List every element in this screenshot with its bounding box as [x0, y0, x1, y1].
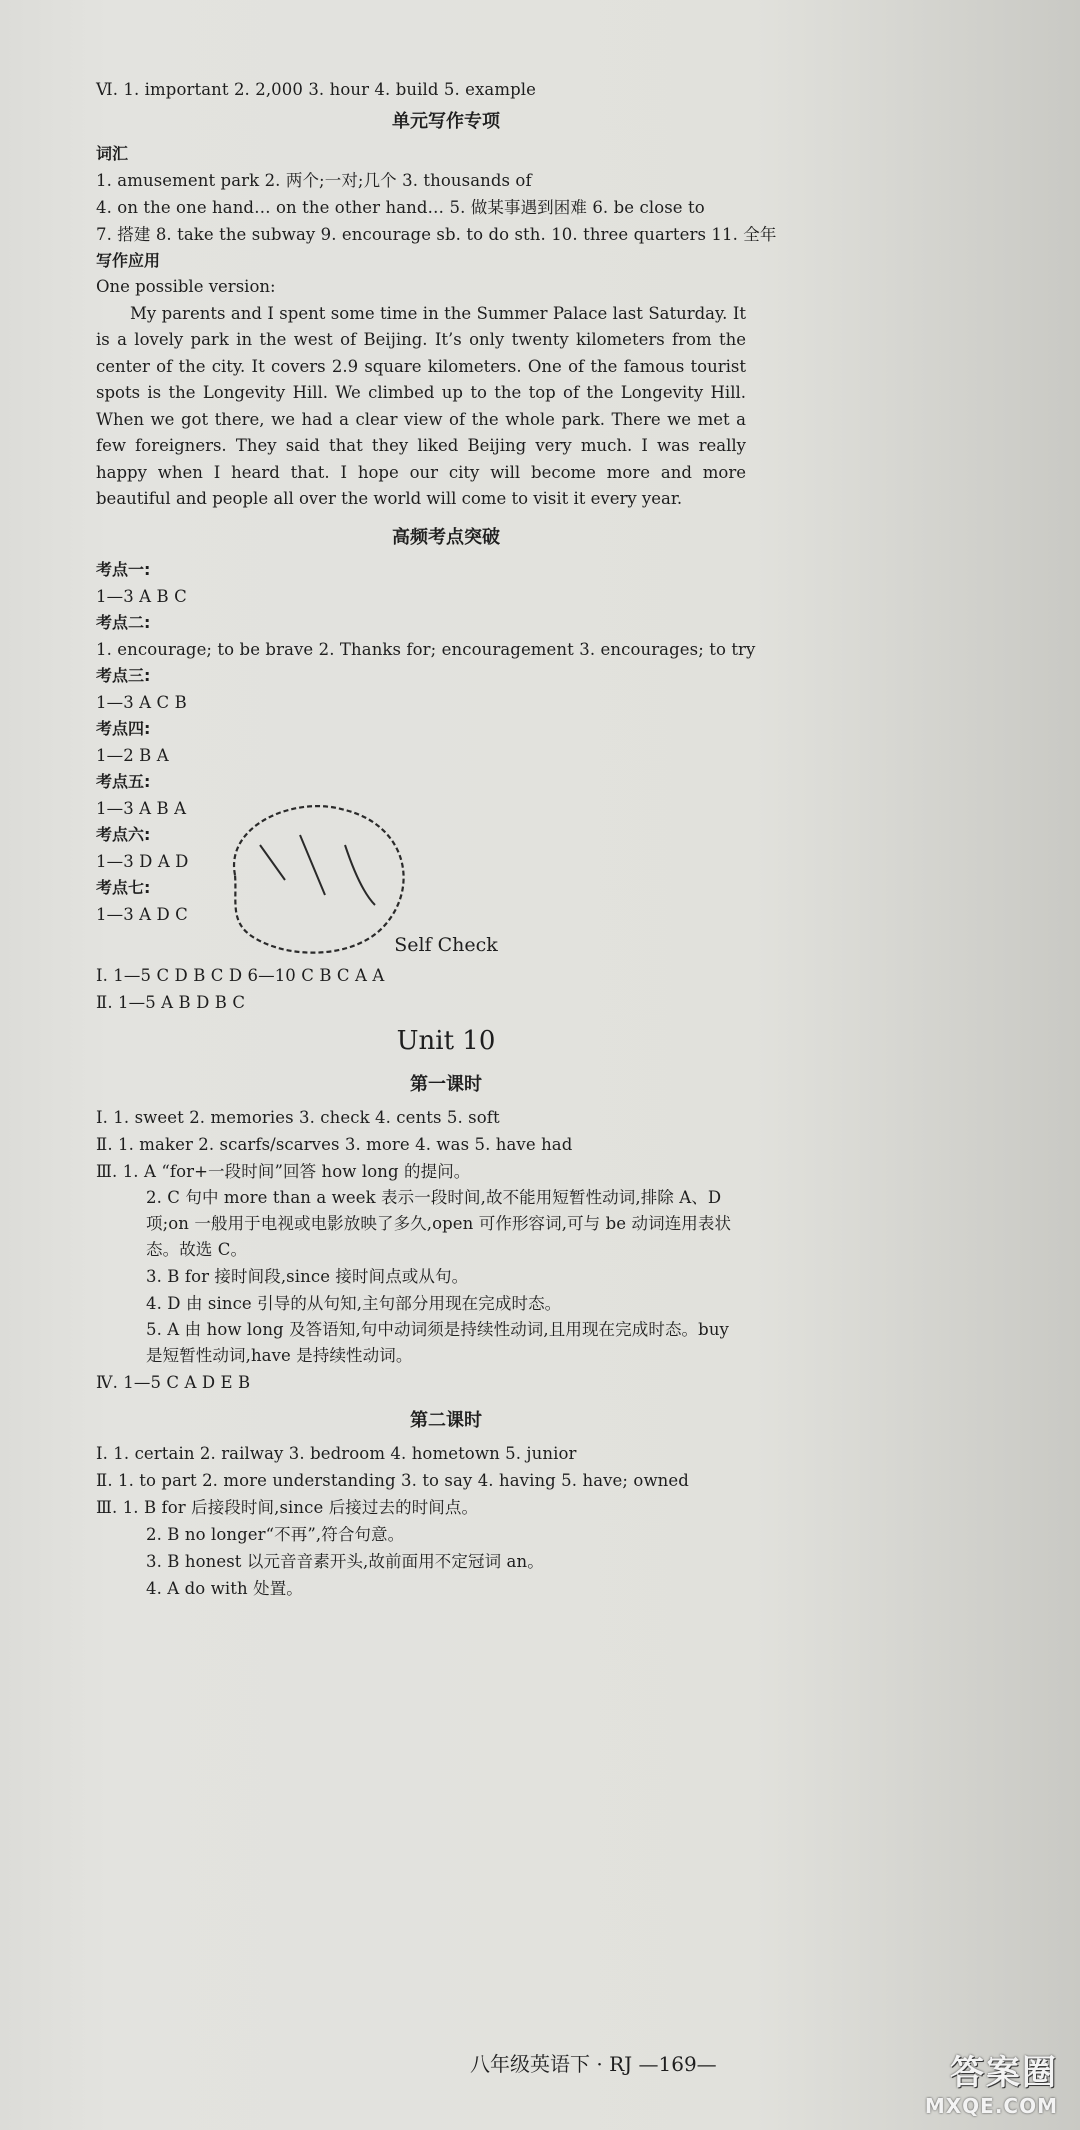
- point-label: 考点四:: [96, 718, 151, 738]
- self-check-line: Ⅰ. 1—5 C D B C D 6—10 C B C A A: [96, 965, 385, 985]
- vocab-line-1: 1. amusement park 2. 两个;一对;几个 3. thousands of: [96, 171, 532, 190]
- handwritten-stamp: [205, 785, 425, 965]
- point-answer: 1—3 A C B: [96, 692, 187, 712]
- answer-line: Ⅲ. 1. A “for+一段时间”回答 how long 的提问。: [96, 1161, 471, 1181]
- watermark: [925, 2045, 1058, 2118]
- answer-line: Ⅱ. 1. to part 2. more understanding 3. to say 4. having 5. have; owned: [96, 1470, 689, 1490]
- point-answer: 1—3 D A D: [96, 851, 189, 871]
- answer-line: Ⅰ. 1. certain 2. railway 3. bedroom 4. hometown 5. junior: [96, 1443, 577, 1463]
- point-answer: 1—3 A B A: [96, 798, 187, 818]
- point-label: 考点一:: [96, 559, 151, 579]
- self-check-line: Ⅱ. 1—5 A B D B C: [96, 992, 246, 1012]
- vi-answers: Ⅵ. 1. important 2. 2,000 3. hour 4. build 5. example: [96, 80, 537, 99]
- answer-explanation: 2. B no longer“不再”,符合句意。: [146, 1524, 405, 1544]
- point-answer: 1. encourage; to be brave 2. Thanks for; encouragement 3. encourages; to try: [96, 639, 756, 659]
- vocab-line-2: 4. on the one hand… on the other hand… 5. 做某事遇到困难 6. be close to: [96, 198, 705, 217]
- answer-explanation: 3. B honest 以元音音素开头,故前面用不定冠词 an。: [146, 1551, 544, 1571]
- section-heading-points: 高频考点突破: [392, 526, 500, 548]
- answer-line: Ⅱ. 1. maker 2. scarfs/scarves 3. more 4. was 5. have had: [96, 1134, 573, 1154]
- answer-line: Ⅳ. 1—5 C A D E B: [96, 1372, 251, 1392]
- page-footer: 八年级英语下 · RJ —169—: [470, 2052, 717, 2076]
- point-label: 考点六:: [96, 824, 151, 844]
- point-label: 考点七:: [96, 877, 151, 897]
- answer-explanation: 4. A do with 处置。: [146, 1578, 303, 1598]
- lesson-heading: 第一课时: [410, 1073, 482, 1095]
- lesson-heading: 第二课时: [410, 1409, 482, 1431]
- point-answer: 1—2 B A: [96, 745, 169, 765]
- point-answer: 1—3 A B C: [96, 586, 187, 606]
- point-label: 考点二:: [96, 612, 151, 632]
- point-answer: 1—3 A D C: [96, 904, 188, 924]
- point-label: 考点五:: [96, 771, 151, 791]
- answer-line: Ⅲ. 1. B for 后接段时间,since 后接过去的时间点。: [96, 1497, 479, 1517]
- answer-explanation: 2. C 句中 more than a week 表示一段时间,故不能用短暂性动词,排除 A、D 项;on 一般用于电视或电影放映了多久,open 可作形容词,可与 be 动词连用表状态。故选 C。: [146, 1187, 732, 1259]
- point-label: 考点三:: [96, 665, 151, 685]
- version-intro: One possible version:: [96, 277, 276, 296]
- answer-line: Ⅰ. 1. sweet 2. memories 3. check 4. cents 5. soft: [96, 1107, 500, 1127]
- answer-explanation: 3. B for 接时间段,since 接时间点或从句。: [146, 1266, 469, 1286]
- section-heading-writing: 单元写作专项: [392, 111, 500, 132]
- watermark-url: MXQE.COM: [924, 2094, 1058, 2118]
- answer-explanation: 4. D 由 since 引导的从句知,主句部分用现在完成时态。: [146, 1293, 562, 1313]
- sample-essay: My parents and I spent some time in the Summer Palace last Saturday. It is a lovely park in the west of Beijing. It’s only twenty kilometers from the center of the city. It covers 2.9 square kilometers. One of the famous tourist spots is the Longevity Hill. We climbed up to the top of the Longevity Hill. When we got there, we had a clear view of the whole park. There we met a few foreigners. They said that they liked Beijing very much. I was really happy when I heard that. I hope our city will become more and more beautiful and people all over the world will come to visit it every year.: [96, 303, 746, 508]
- self-check-title: Self Check: [394, 933, 498, 956]
- vocab-label: 词汇: [96, 144, 129, 163]
- answer-explanation: 5. A 由 how long 及答语知,句中动词须是持续性动词,且用现在完成时态。buy 是短暂性动词,have 是持续性动词。: [146, 1319, 729, 1365]
- vocab-line-3: 7. 搭建 8. take the subway 9. encourage sb. to do sth. 10. three quarters 11. 全年: [96, 225, 777, 244]
- watermark-logo: 答案圈: [950, 2053, 1058, 2093]
- writing-label: 写作应用: [96, 251, 161, 270]
- unit-title: Unit 10: [396, 1025, 496, 1056]
